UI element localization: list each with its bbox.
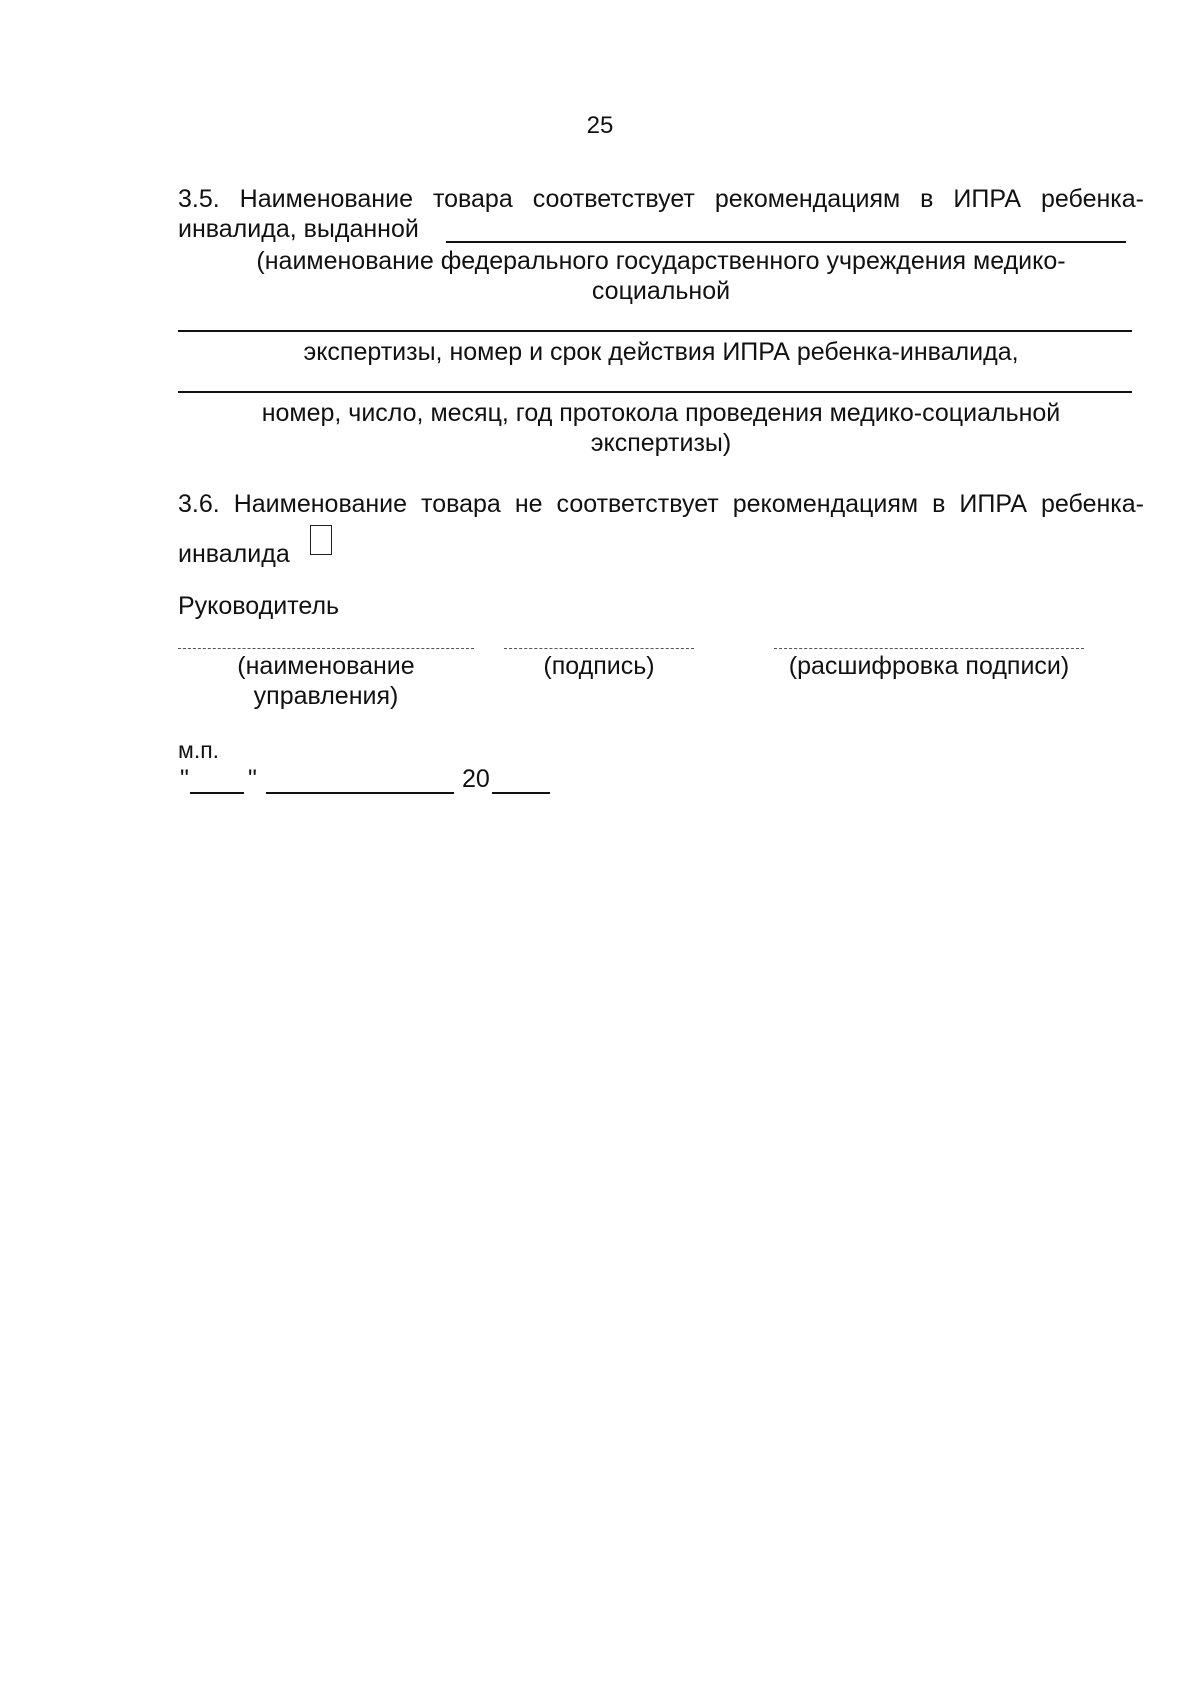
signature-decoding-blank-line[interactable]	[774, 648, 1084, 649]
stamp-place-label: м.п.	[178, 737, 220, 763]
item-3-6-line1: 3.6. Наименование товара не соответствует рекомендациям в ИПРА ребенка-	[178, 490, 1144, 518]
caption-protocol-line1: номер, число, месяц, год протокола проведения медико-социальной	[261, 399, 1061, 427]
page-number: 25	[586, 112, 614, 139]
caption-signature-decoding: (расшифровка подписи)	[788, 652, 1070, 680]
caption-signature: (подпись)	[543, 652, 655, 680]
signature-blank-line[interactable]	[504, 648, 694, 649]
caption-protocol-line2: экспертизы)	[590, 429, 732, 457]
caption-department-line2: управления)	[253, 682, 399, 710]
blank-line-2[interactable]	[178, 330, 1132, 332]
caption-department-line1: (наименование	[237, 652, 415, 680]
role-label: Руководитель	[178, 592, 340, 620]
day-blank-line[interactable]	[190, 792, 244, 794]
item-3-6-line2-prefix: инвалида	[178, 540, 290, 568]
department-blank-line[interactable]	[178, 648, 474, 649]
caption-issuer-line1: (наименование федерального государственного учреждения медико-	[256, 247, 1066, 275]
date-quote-close: "	[248, 765, 257, 793]
item-3-5-line2-prefix: инвалида, выданной	[178, 215, 419, 243]
date-quote-open: "	[180, 765, 189, 793]
month-blank-line[interactable]	[266, 792, 454, 794]
year-prefix: 20	[462, 765, 490, 793]
nonconformity-checkbox[interactable]	[310, 525, 332, 555]
caption-issuer-line2: социальной	[591, 277, 731, 305]
year-blank-line[interactable]	[492, 792, 550, 794]
caption-expertise: экспертизы, номер и срок действия ИПРА ребенка-инвалида,	[303, 338, 1019, 366]
item-3-5-line1: 3.5. Наименование товара соответствует рекомендациям в ИПРА ребенка-	[178, 185, 1144, 213]
blank-line-3[interactable]	[178, 391, 1132, 393]
issuer-blank-line[interactable]	[446, 241, 1126, 243]
